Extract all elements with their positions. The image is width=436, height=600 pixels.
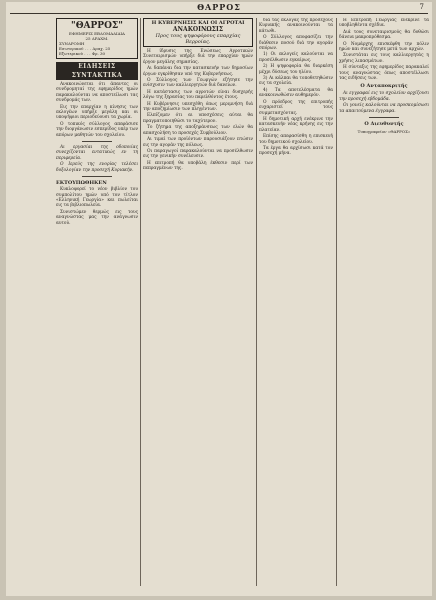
article-paragraph: Ελπίζομεν ότι αι υποσχέσεις αύται θα πραγματοποιηθώσι το ταχύτερον.: [143, 113, 253, 124]
article-paragraph: Αι εργασίαι της οδοποιίας συνεχίζονται εντατικώς εν τη περιφερεία.: [56, 145, 138, 161]
column-rule: [256, 18, 257, 586]
separator: [369, 117, 399, 118]
column-2: [143, 18, 253, 588]
article-paragraph: Επίσης απεφασίσθη η επισκευή του δημοτικού σχολείου.: [259, 134, 333, 145]
ad-line: Εξωτερικού . . . Φρ. 30: [59, 51, 106, 56]
article-dek: Προς τους ψηφοφόρους επαρχίας Βερροίας.: [155, 33, 241, 45]
ad-line: Εσωτερικού . . . Δραχ. 25: [59, 46, 111, 51]
article-paragraph: διά τας εκλογάς της προσεχούς Κυριακής ανακοινούνται τα κάτωθι.: [259, 18, 333, 34]
article-paragraph: Η ίδρυσις της Ενώσεως Αγροτικών Συνεταιρισμών υπήρξε διά την επαρχίαν ημών έργον μεγάλης σημασίας.: [143, 49, 253, 65]
article-title: Η ΚΥΒΕΡΝΗΣΙΣ ΚΑΙ ΟΙ ΑΓΡΟΤΑΙ: [151, 20, 245, 26]
ad-line: ΣΥΝΔΡΟΜΗ: [59, 41, 85, 46]
footer-note: Τυπογραφείον «ΘΑΡΡΟΣ»: [357, 129, 411, 135]
article-paragraph: Ο Ιερεύς της ενορίας τελέσει δοξολογίαν την προσεχή Κυριακήν.: [56, 162, 138, 173]
article-paragraph: Η Επιτροπή Γεωργίας ενέκρινε τα υποβληθέντα σχέδια.: [339, 18, 429, 29]
ad-subtitle: ΕΦΗΜΕΡΙΣ ΕΒΔΟΜΑΔΙΑΙΑ: [69, 31, 125, 36]
article-paragraph: Ο πρόεδρος της επιτροπής ευχαριστεί τους συμμετασχόντας.: [259, 99, 333, 116]
article-paragraph: Διά τους συνεταιρισμούς θα δοθώσι δάνεια μακροπρόθεσμα.: [339, 29, 429, 41]
ad-title: "ΘΑΡΡΟΣ": [71, 21, 123, 31]
article-paragraph: Ανακοινώνεται ότι άπαντες οι συνδρομηταί της εφημερίδος ημών παρακαλούνται να αποστείλωσι τας συνδρομάς των.: [56, 82, 138, 104]
article-paragraph: 4) Τα αποτελέσματα θα ανακοινωθώσιν αυθημερόν.: [259, 87, 333, 99]
article-paragraph: Οι γονείς καλούνται να προσκομίσωσι τα απαιτούμενα έγγραφα.: [339, 103, 429, 114]
article-paragraph: Ο Σύλλογος των Γεωργών εζήτησε την ενίσχυσιν των καλλιεργητών διά δανείων.: [143, 78, 253, 89]
article-subtitle: ΑΝΑΚΟΙΝΩΣΙΣ: [172, 26, 224, 33]
article-paragraph: Η δημοτική αρχή ενέκρινε την κατασκευήν νέας κρήνης εις την πλατείαν.: [259, 116, 333, 133]
article-paragraph: Κυκλοφορεί το νέον βιβλίον του συμπολίτου ημών υπό τον τίτλον «Ελληνική Γεωργία» και πωλείται εις τα βιβλιοπωλεία.: [56, 187, 138, 209]
column-4: [339, 18, 429, 588]
article-paragraph: Ο Νομάρχης επισκέφθη την πόλιν ημών και συνεζήτησε μετά των αρχών.: [339, 41, 429, 53]
article-paragraph: Τα έργα θα αρχίσωσι κατά τον προσεχή μήνα.: [259, 145, 333, 157]
article-paragraph: Συνιστώμεν θερμώς εις τους αναγνώστας μας την ανάγνωσιν αυτού.: [56, 209, 138, 226]
subscription-ad: [56, 18, 138, 59]
top-rule: [10, 13, 428, 14]
section-banner: ΕΙΔΗΣΕΙΣ ΣΥΝΤΑΚΤΙΚΑ: [56, 62, 138, 80]
article-paragraph: Ο τοπικός σύλλογος απεφάσισε την διοργάνωσιν εσπερίδος υπέρ των απόρων μαθητών του σχολείου.: [56, 121, 138, 138]
sub-heading: ΕΚΤΟΥΠΩΘΗΚΕΝ: [56, 180, 107, 187]
footer-signature: Ο Διευθυντής: [364, 121, 404, 128]
column-rule: [336, 18, 337, 586]
article-paragraph: Αι τιμαί των προϊόντων παρουσιάζουν πτώσιν εις την αγοράν της πόλεως.: [143, 137, 253, 148]
article-paragraph: Το ζήτημα της αποξηράνσεως των ελών θα απασχολήση το προσεχές Συμβούλιον.: [143, 125, 253, 136]
column-rule: [140, 18, 141, 586]
article-paragraph: 3) Αι κάλπαι θα τοποθετηθώσιν εις τα σχολεία.: [259, 76, 333, 87]
article-paragraph: Η σύνταξις της εφημερίδος παρακαλεί τους αναγνώστας όπως αποστέλλωσι τας ειδήσεις των.: [339, 65, 429, 82]
article-paragraph: Εις την επαρχίαν η κίνησις των εκλογέων υπήρξε μεγάλη και οι υποψήφιοι περιοδεύουσι τα χωρία.: [56, 104, 138, 121]
article-header-box: [143, 18, 253, 47]
article-paragraph: Συνιστάται εις τους καλλιεργητάς η χρήσις λιπασμάτων.: [339, 53, 429, 64]
separator: [82, 176, 112, 177]
article-paragraph: 1) Οι εκλογείς καλούνται να προσέλθωσιν εγκαίρως.: [259, 52, 333, 63]
article-paragraph: Η Κυβέρνησις υπεσχέθη όπως μεριμνήση διά την αποζημίωσιν των πληγέντων.: [143, 101, 253, 113]
article-paragraph: Ο Σύλλογος αποφασίζει την διάθεσιν ποσού διά την αγοράν σπόρων.: [259, 35, 333, 52]
masthead-title: ΘΑΡΡΟΣ: [197, 2, 241, 12]
article-paragraph: Η επιτροπή θα υποβάλη έκθεσιν περί των πεπραγμένων της.: [143, 160, 253, 172]
article-paragraph: Η κατάστασις των αγροτών είναι δυσχερής λόγω της ξηρασίας του παρελθόντος έτους.: [143, 89, 253, 101]
newspaper-page: [6, 2, 432, 596]
article-paragraph: Αι δαπάναι δια την κατασκευήν των δημοσίων έργων εγκρίθησαν υπό της Κυβερνήσεως.: [143, 66, 253, 77]
article-paragraph: 2) Η ψηφοφορία θα διαρκέση μέχρι δύσεως του ηλίου.: [259, 64, 333, 75]
ad-price: 25 ΔΡΑΧΜ.: [85, 36, 109, 41]
page-number: 7: [419, 3, 424, 11]
article-paragraph: Οι παραγωγοί παρακαλούνται να προσέλθωσιν εις την γενικήν συνέλευσιν.: [143, 148, 253, 160]
separator: [82, 141, 112, 142]
signature: Ο Ανταποκριτής: [360, 83, 408, 90]
column-1: [56, 18, 138, 588]
article-paragraph: Αι εγγραφαί εις το σχολείον αρχίζουσι την προσεχή εβδομάδα.: [339, 91, 429, 102]
column-3: [259, 18, 333, 588]
